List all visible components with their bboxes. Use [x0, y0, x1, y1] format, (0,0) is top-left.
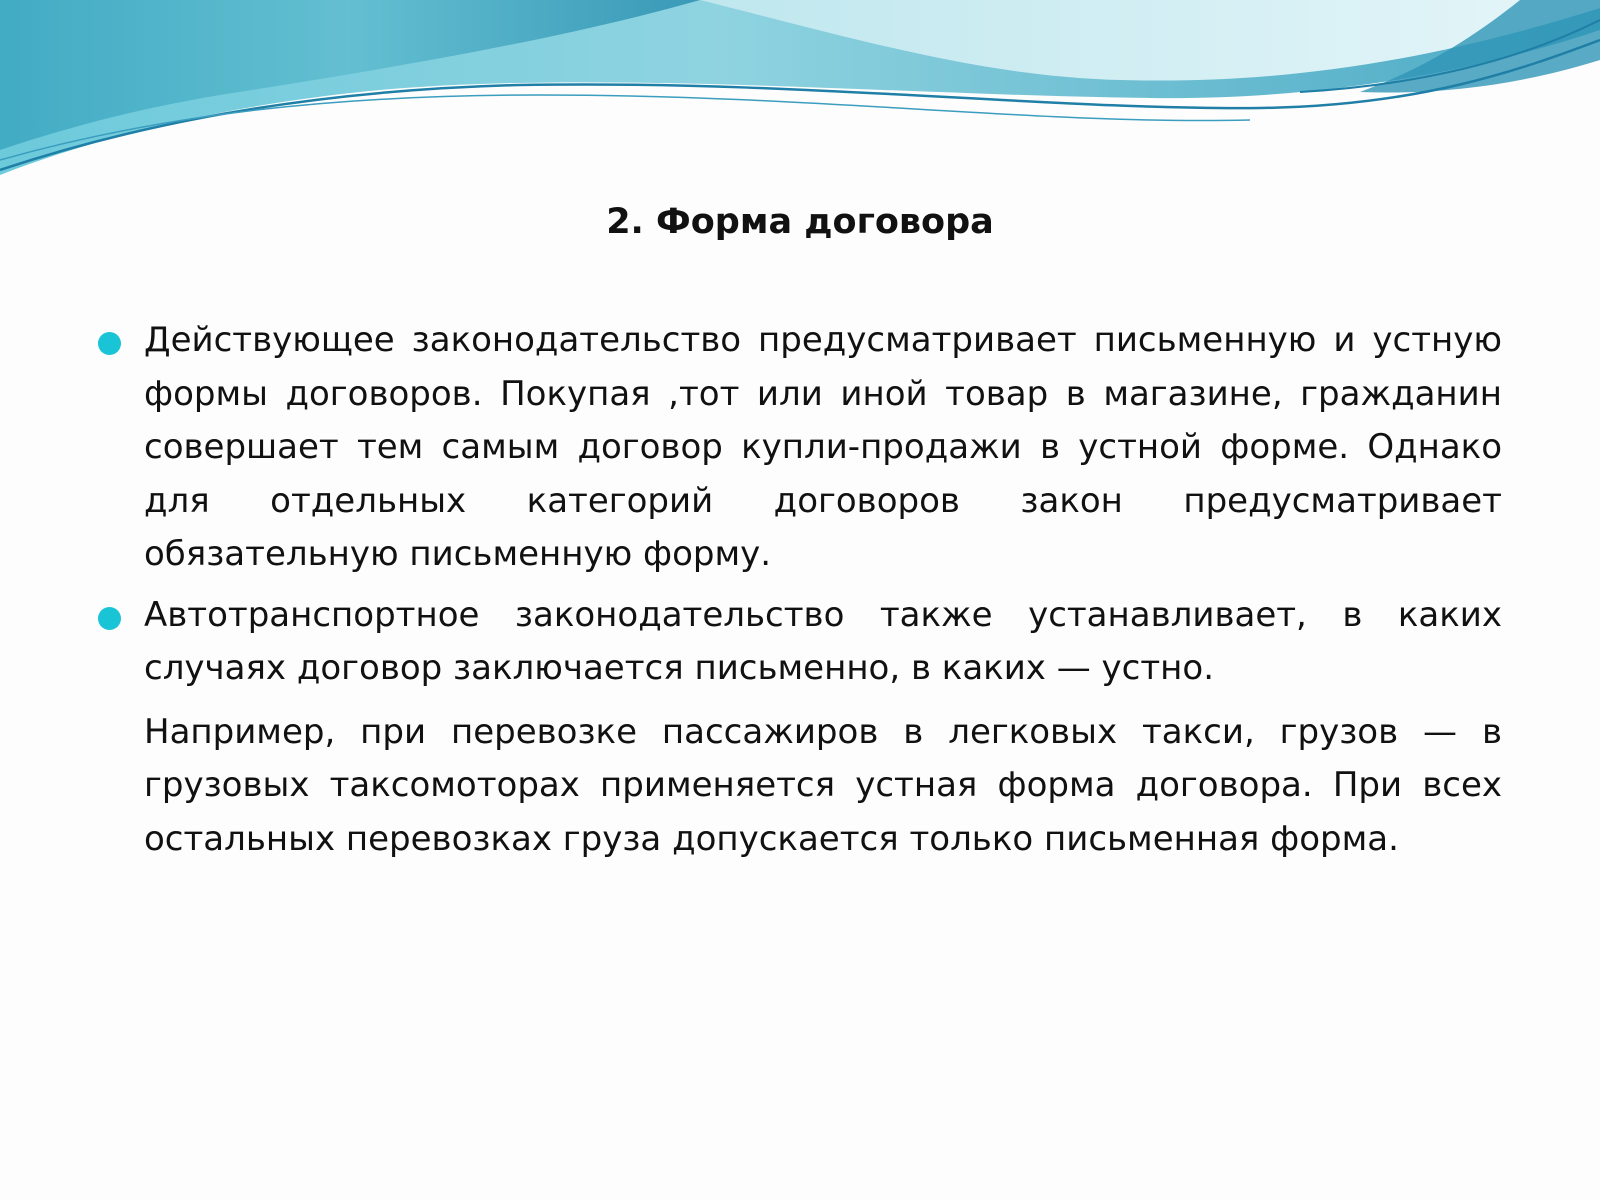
bullet-dot-icon — [98, 607, 121, 630]
slide-title: 2. Форма договора — [606, 202, 994, 242]
header-wave-decoration — [0, 0, 1600, 200]
slide-body — [144, 314, 1502, 866]
bullet-dot-icon — [98, 332, 121, 355]
paragraph-text-1: Действующее законодательство предусматривает письменную и устную формы договоров. Покупая ,тот или иной товар в магазине, гражданин совершает тем самым договор купли-продажи в устной форме. Однако для отдельных категорий договоров закон предусматривает обязательную письменную форму. — [144, 320, 1502, 574]
paragraph-text-3: Например, при перевозке пассажиров в легковых такси, грузов — в грузовых таксомоторах применяется устная форма договора. При всех остальных перевозках груза допускается только письменная форма. — [144, 711, 1502, 859]
bullet-paragraph-2 — [144, 589, 1502, 696]
paragraph-3 — [144, 706, 1502, 867]
bullet-paragraph-1 — [144, 314, 1502, 582]
paragraph-text-2: Автотранспортное законодательство также устанавливает, в каких случаях договор заключается письменно, в каких — устно. — [144, 594, 1502, 688]
